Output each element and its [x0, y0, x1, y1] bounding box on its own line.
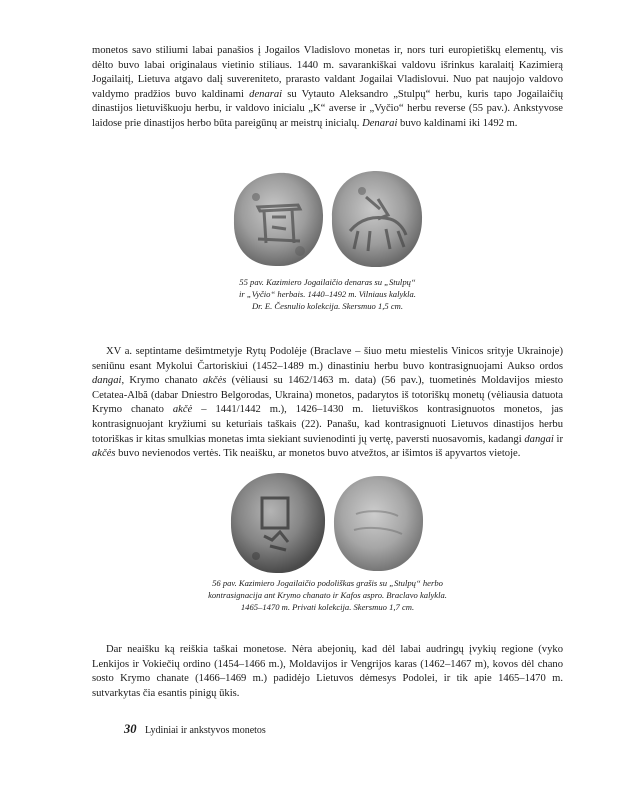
text-run: buvo kaldinami iki 1492 m. [397, 117, 518, 129]
coin-aspro-image [334, 476, 423, 571]
italic-term: akčės [202, 375, 227, 387]
text-run: (vėliausi su 1462/1463 m. data) (56 pav.), tuometinės Moldavijos miesto Cetatea-Albă (dabar Dniestro Belgorodas, Ukraina) monetos, padarytos iš totoriškų monetų (vėliausia datuota Krymo chanato [92, 375, 564, 416]
figure-55-caption-line-1: 55 pav. Kazimiero Jogailaičio denaras su „Stulpų“ [239, 277, 416, 287]
figure-55-caption [150, 276, 505, 312]
figure-56-caption-line-2: kontrasignacija ant Krymo chanato ir Kafos aspro. Braclavo kalykla. [208, 590, 447, 600]
text-run: ir [553, 433, 563, 445]
text-run: su Vytauto Aleksandro „Stulpų“ herbu, kuris tapo Jogailaičių dinastijos lietuviškuoju herbu, ir valdovo inicialu „K“ averse ir „Vyčio“ herbu reverse (55 pav.). Ankstyvose laidose prie dinastijos herbo būta pareigūnų ar meistrų inicialų. [92, 88, 563, 129]
coin-reverse-image [332, 171, 422, 267]
page-number: 30 [124, 722, 137, 736]
italic-term: denarai [249, 88, 283, 100]
text-run: monetos savo stiliumi labai panašios į Jogailos Vladislovo monetas ir, nors turi europietiškų elementų, vis dėlto buvo labai originalaus vietinio stiliaus. 1440 m. savarankiškai valdovu išrinkus karalaitį Kazimierą Jogailaitį, Lietuva atgavo dalį suvereniteto, prarasto valdant Jogailai Vladislovui. Nuo pat naujojo valdovo valdymo pradžios buvo kaldinami [92, 45, 563, 100]
italic-term: dangai [524, 433, 554, 445]
figure-56-caption [150, 577, 505, 613]
text-run: buvo nevienodos vertės. Tik neaišku, ar monetos buvo atvežtos, ar išimtos iš apyvartos vietoje. [115, 448, 521, 460]
text-run: XV a. septintame dešimtmetyje Rytų Podolėje (Braclave – šiuo metu miestelis Vinicos srityje Ukrainoje) seniūnu esant Mykolui Čartoriskiui (1452–1489 m.) dinastiniu herbu buvo kontrasignuojami Aukso ordos [92, 346, 563, 372]
figure-55-caption-line-3: Dr. E. Česnulio kolekcija. Skersmuo 1,5 cm. [251, 301, 404, 311]
text-run: Dar neaišku ką reiškia taškai monetose. Nėra abejonių, kad dėl labai audringų įvykių regione (vyko Lenkijos ir Vokiečių ordino (1454–1466 m.), Moldavijos ir Vengrijos karas (1462–1467 m), kovos dėl chano sosto Krymo chanate (1466–1469 m.) padidėjo Lietuvos dėmesys Podolei, ir tik apie 1465–1470 m. sutvarkytas čia esantis pinigų ūkis. [92, 644, 563, 699]
page-footer [124, 722, 266, 737]
figure-55-caption-line-2: ir „Vyčio“ herbais. 1440–1492 m. Vilniaus kalykla. [239, 289, 416, 299]
figure-56-caption-line-3: 1465–1470 m. Privati kolekcija. Skersmuo 1,7 cm. [240, 602, 415, 612]
figure-56-coins [226, 470, 432, 576]
italic-term: dangai [92, 375, 122, 387]
paragraph-2 [92, 345, 563, 462]
italic-term: Denarai [362, 117, 398, 129]
coin-obverse-image [234, 173, 323, 266]
figure-55-coins [228, 169, 426, 271]
coin-countermarked-image [231, 473, 325, 573]
paragraph-3 [92, 643, 563, 701]
italic-term: akčės [92, 448, 116, 460]
text-run: , Krymo chanato [121, 375, 203, 387]
figure-56-caption-line-1: 56 pav. Kazimiero Jogailaičio podoliškas grašis su „Stulpų“ herbo [212, 578, 443, 588]
italic-term: akčė [172, 404, 193, 416]
running-title: Lydiniai ir ankstyvos monetos [145, 725, 266, 736]
text-run: – 1441/1442 m.), 1426–1430 m. lietuviškos kontrasignuotos monetos, jas kontrasignuojant kryžiumi su keturiais taškais (22). Panašu, kad kontrasignuoti Lietuvos dinastijos herbu totoriškas ir kitas smulkias monetas imta siekiant suvienodinti jų vertę, paversti nuosavomis, kadangi [92, 404, 564, 445]
paragraph-1 [92, 44, 563, 132]
